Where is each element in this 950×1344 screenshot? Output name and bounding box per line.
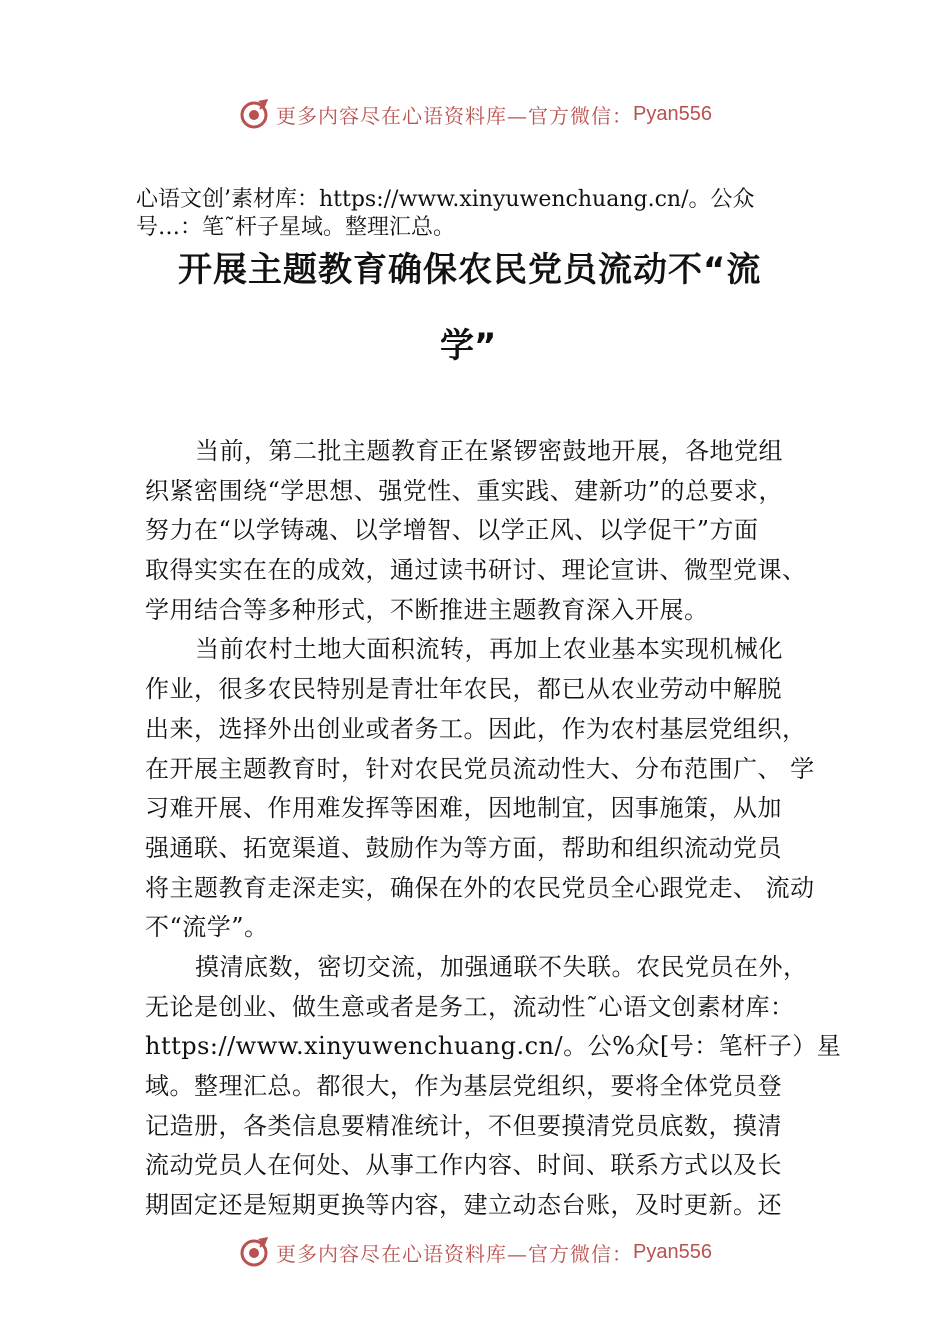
watermark-banner-top bbox=[0, 94, 950, 134]
body-line: 期固定还是短期更换等内容，建立动态台账，及时更新。还 bbox=[145, 1191, 782, 1220]
body-line: 记造册，各类信息要精准统计，不但要摸清党员底数，摸清 bbox=[145, 1111, 782, 1140]
body-line: 摸清底数，密切交流，加强通联不失联。农民党员在外， bbox=[195, 952, 808, 981]
watermark-id: Pyan556 bbox=[633, 102, 712, 125]
brush-circle-logo-icon bbox=[238, 1235, 272, 1269]
body-line: 习难开展、作用难发挥等困难，因地制宜，因事施策，从加 bbox=[145, 794, 782, 823]
watermark-text: 更多内容尽在心语资料库—官方微信： bbox=[276, 103, 634, 128]
brush-circle-logo-icon bbox=[238, 97, 272, 131]
source-note bbox=[136, 186, 826, 242]
body-line: 将主题教育走深走实，确保在外的农民党员全心跟党走、 流动 bbox=[145, 873, 815, 902]
body-line: 织紧密围绕“学思想、强党性、重实践、建新功”的总要求， bbox=[145, 476, 784, 505]
document-title-line1: 开展主题教育确保农民党员流动不“流 bbox=[178, 250, 762, 290]
source-note-line: 心语文创’素材库：https://www.xinyuwenchuang.cn/。公众 bbox=[136, 187, 755, 212]
body-line: 出来，选择外出创业或者务工。因此，作为农村基层党组织， bbox=[145, 714, 807, 743]
body-line: 在开展主题教育时，针对农民党员流动性大、分布范围广、 学 bbox=[145, 754, 815, 783]
body-line: 流动党员人在何处、从事工作内容、时间、联系方式以及长 bbox=[145, 1151, 782, 1180]
body-line: 当前农村土地大面积流转，再加上农业基本实现机械化 bbox=[195, 635, 783, 664]
article-body bbox=[145, 432, 842, 1226]
document-title-line2: 学” bbox=[440, 326, 497, 366]
body-line: https://www.xinyuwenchuang.cn/。公%众[号：笔杆子）星 bbox=[145, 1032, 842, 1061]
body-line: 强通联、拓宽渠道、鼓励作为等方面，帮助和组织流动党员 bbox=[145, 833, 782, 862]
watermark-text: 更多内容尽在心语资料库—官方微信： bbox=[276, 1241, 634, 1266]
body-line: 学用结合等多种形式，不断推进主题教育深入开展。 bbox=[145, 595, 709, 624]
body-line: 作业，很多农民特别是青壮年农民，都已从农业劳动中解脱 bbox=[145, 675, 782, 704]
watermark-banner-bottom bbox=[0, 1232, 950, 1272]
body-line: 当前，第二批主题教育正在紧锣密鼓地开展，各地党组 bbox=[195, 437, 783, 465]
body-line: 无论是创业、做生意或者是务工，流动性˜心语文创素材库： bbox=[145, 992, 795, 1021]
source-note-line: 号…：笔˜杆子星域。整理汇总。 bbox=[136, 215, 456, 240]
body-line: 不“流学”。 bbox=[145, 913, 269, 942]
watermark-id: Pyan556 bbox=[633, 1240, 712, 1263]
body-line: 努力在“以学铸魂、以学增智、以学正风、以学促干”方面 bbox=[145, 516, 759, 545]
body-line: 取得实实在在的成效，通过读书研讨、理论宣讲、微型党课、 bbox=[145, 556, 807, 585]
body-line: 域。整理汇总。都很大，作为基层党组织，要将全体党员登 bbox=[145, 1072, 782, 1100]
